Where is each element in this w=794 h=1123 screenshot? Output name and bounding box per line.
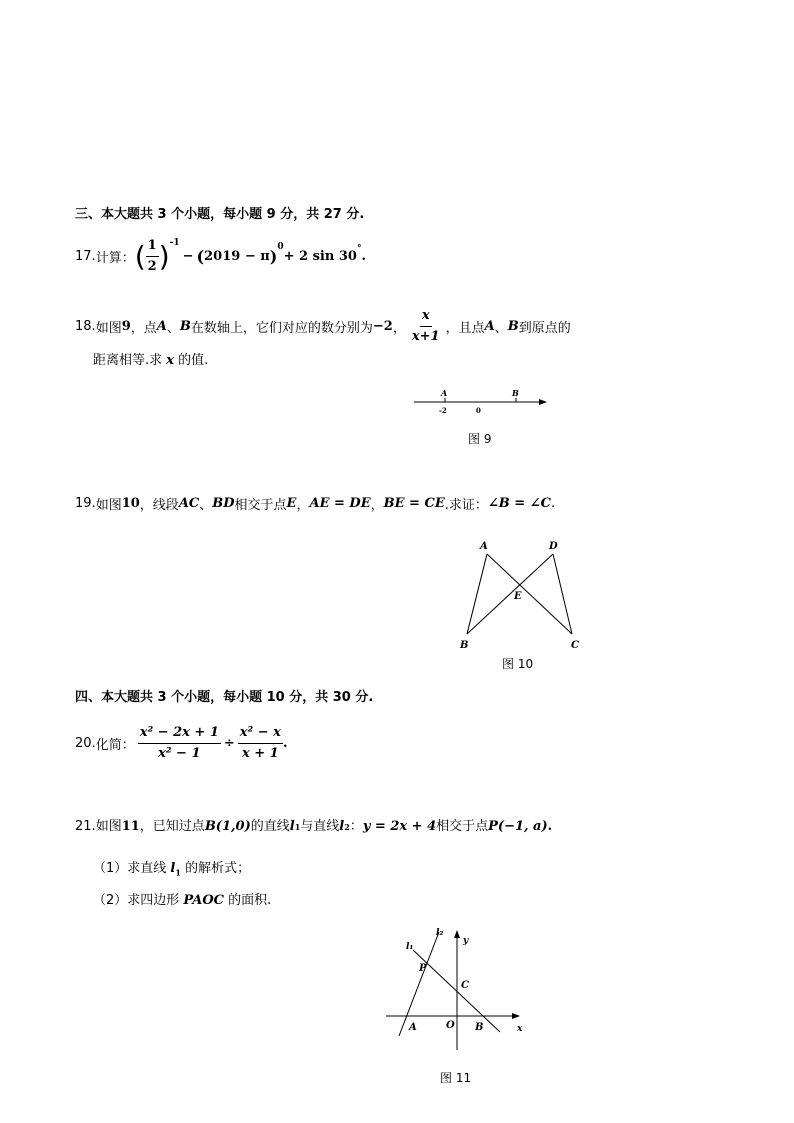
question-number: 18.: [75, 318, 96, 334]
fraction-denominator: x² − 1: [158, 745, 201, 761]
figure-11-caption: 图 11: [440, 1071, 472, 1085]
text: ，且点: [445, 320, 485, 336]
fraction-denominator: 2: [147, 258, 157, 274]
text: ，: [392, 320, 406, 336]
label-b: B: [460, 640, 469, 651]
text: 与直线: [300, 819, 340, 834]
fraction-numerator: x² − x: [238, 724, 283, 744]
line-l2-graph: [399, 932, 439, 1036]
question-18: [75, 306, 571, 346]
label-e: E: [514, 591, 522, 602]
quadrilateral-name: PAOC: [183, 893, 224, 908]
fraction-denominator: x + 1: [241, 745, 279, 761]
equation: BE = CE: [383, 496, 445, 511]
goal-statement: ∠B = ∠C: [487, 496, 551, 511]
expression-tail: + 2 sin 30: [283, 248, 357, 264]
text: ，点: [130, 320, 157, 336]
equation: y = 2x + 4: [362, 819, 437, 834]
text: 、: [199, 498, 213, 513]
fraction-2: [238, 724, 283, 763]
line-l1: l: [289, 819, 295, 834]
question-21: [75, 815, 552, 834]
period: .: [361, 248, 366, 264]
point-b: B: [179, 318, 191, 334]
label-p: P: [419, 963, 427, 974]
label-d: D: [549, 541, 558, 552]
left-paren-small: (: [196, 246, 205, 266]
figure-11-coordinate-plane: [380, 922, 530, 1052]
text: 、: [494, 320, 508, 336]
segment-ac-line: [487, 554, 572, 634]
fraction-numerator: x: [420, 307, 432, 327]
tick-label-0: 0: [476, 406, 481, 415]
text: ，线段: [139, 498, 179, 513]
text: 的面积.: [224, 893, 272, 908]
figure-9-number-line: [408, 385, 553, 420]
question-prompt: 化简：: [95, 737, 135, 753]
tick-label-minus-2: -2: [439, 406, 447, 415]
text: 的解析式；: [180, 861, 251, 876]
x-axis-arrow-icon: [512, 1013, 520, 1019]
point-p-coordinates: P(−1, a): [488, 819, 548, 834]
fraction-denominator: x+1: [411, 328, 440, 344]
point-a: A: [156, 318, 167, 334]
label-b: B: [512, 388, 519, 398]
figure-10-caption: 图 10: [502, 657, 534, 671]
exponent-zero: 0: [277, 242, 284, 252]
period: .: [282, 735, 288, 751]
figure-ref: 11: [121, 819, 140, 834]
label-a: A: [409, 1022, 417, 1033]
label-x: x: [517, 1024, 523, 1034]
text: 到原点的: [518, 320, 571, 336]
question-18-line-2: [93, 349, 208, 368]
label-a: A: [480, 541, 488, 552]
y-axis-arrow-icon: [454, 930, 460, 938]
text: 的直线: [250, 819, 290, 834]
label-y: y: [463, 936, 469, 946]
text: 如图: [95, 498, 122, 513]
question-number: 21.: [75, 819, 96, 834]
text: ：: [349, 819, 363, 834]
question-20: [75, 722, 287, 764]
label-c: C: [461, 980, 469, 991]
text: （2）求四边形: [93, 893, 184, 908]
exponent: -1: [169, 238, 180, 248]
left-paren: (: [134, 239, 146, 273]
period: .: [550, 496, 556, 511]
figure-9-caption: 图 9: [468, 432, 492, 446]
label-o: O: [446, 1020, 455, 1031]
question-number: 19.: [75, 496, 96, 511]
equation: AE = DE: [309, 496, 371, 511]
label-c: C: [571, 640, 579, 651]
question-19: [75, 494, 555, 513]
segment-dc-line: [553, 554, 572, 634]
text: 如图: [95, 320, 122, 336]
text: ，: [296, 498, 310, 513]
question-21-part-1: [93, 857, 250, 878]
text: 相交于点: [436, 819, 489, 834]
line-l1: l: [170, 861, 176, 876]
right-paren-small: ): [269, 246, 278, 266]
figure-ref: 10: [121, 496, 140, 511]
degree-symbol: °: [356, 244, 362, 254]
segment-ac: AC: [178, 496, 200, 511]
question-number: 20.: [75, 735, 96, 751]
division-sign: ÷: [223, 735, 235, 751]
period: .: [547, 819, 553, 834]
minus-sign: −: [182, 248, 194, 264]
text: .求证：: [444, 498, 488, 513]
segment-bd-line: [467, 554, 553, 634]
line-l2: l: [339, 819, 345, 834]
point-b-coordinates: B(1,0): [204, 819, 251, 834]
arrow-icon: [539, 399, 547, 405]
text: ，: [370, 498, 384, 513]
question-17: [75, 236, 366, 276]
label-b: B: [475, 1022, 484, 1033]
right-paren: ): [158, 239, 170, 273]
value: −2: [372, 318, 393, 334]
fraction-numerator: 1: [146, 237, 159, 257]
text: （1）求直线: [93, 861, 171, 876]
text: 、: [166, 320, 180, 336]
text: 相交于点: [234, 498, 287, 513]
point-b: B: [507, 318, 519, 334]
text: 的值.: [174, 353, 209, 368]
subscript: 1: [294, 822, 301, 832]
text: 距离相等.求: [93, 353, 167, 368]
figure-ref: 9: [121, 318, 131, 334]
fraction-x-over-x-plus-1: [410, 307, 442, 346]
question-number: 17.: [75, 248, 96, 264]
section-3-heading: 三、本大题共 3 个小题，每小题 9 分，共 27 分.: [75, 207, 365, 222]
subscript: 2: [344, 822, 350, 832]
label-l2: l₂: [436, 928, 444, 938]
text: 在数轴上，它们对应的数分别为: [190, 320, 373, 336]
fraction-1: [138, 724, 221, 763]
label-a: A: [441, 388, 448, 398]
label-l1: l₁: [406, 942, 414, 952]
segment-bd: BD: [212, 496, 235, 511]
text: ，已知过点: [139, 819, 205, 834]
text: 如图: [95, 819, 122, 834]
fraction-numerator: x² − 2x + 1: [138, 724, 221, 744]
expression: 2019 − π: [204, 248, 270, 264]
subscript: 1: [175, 867, 181, 878]
question-prompt: 计算：: [95, 250, 135, 266]
question-21-part-2: [93, 889, 271, 908]
segment-ab-line: [467, 554, 487, 634]
variable-x: x: [166, 353, 175, 368]
point-e: E: [286, 496, 297, 511]
figure-10-diagram: [450, 535, 590, 655]
point-a: A: [484, 318, 495, 334]
section-4-heading: 四、本大题共 3 个小题，每小题 10 分，共 30 分.: [75, 690, 374, 705]
fraction-one-half: [146, 237, 159, 276]
